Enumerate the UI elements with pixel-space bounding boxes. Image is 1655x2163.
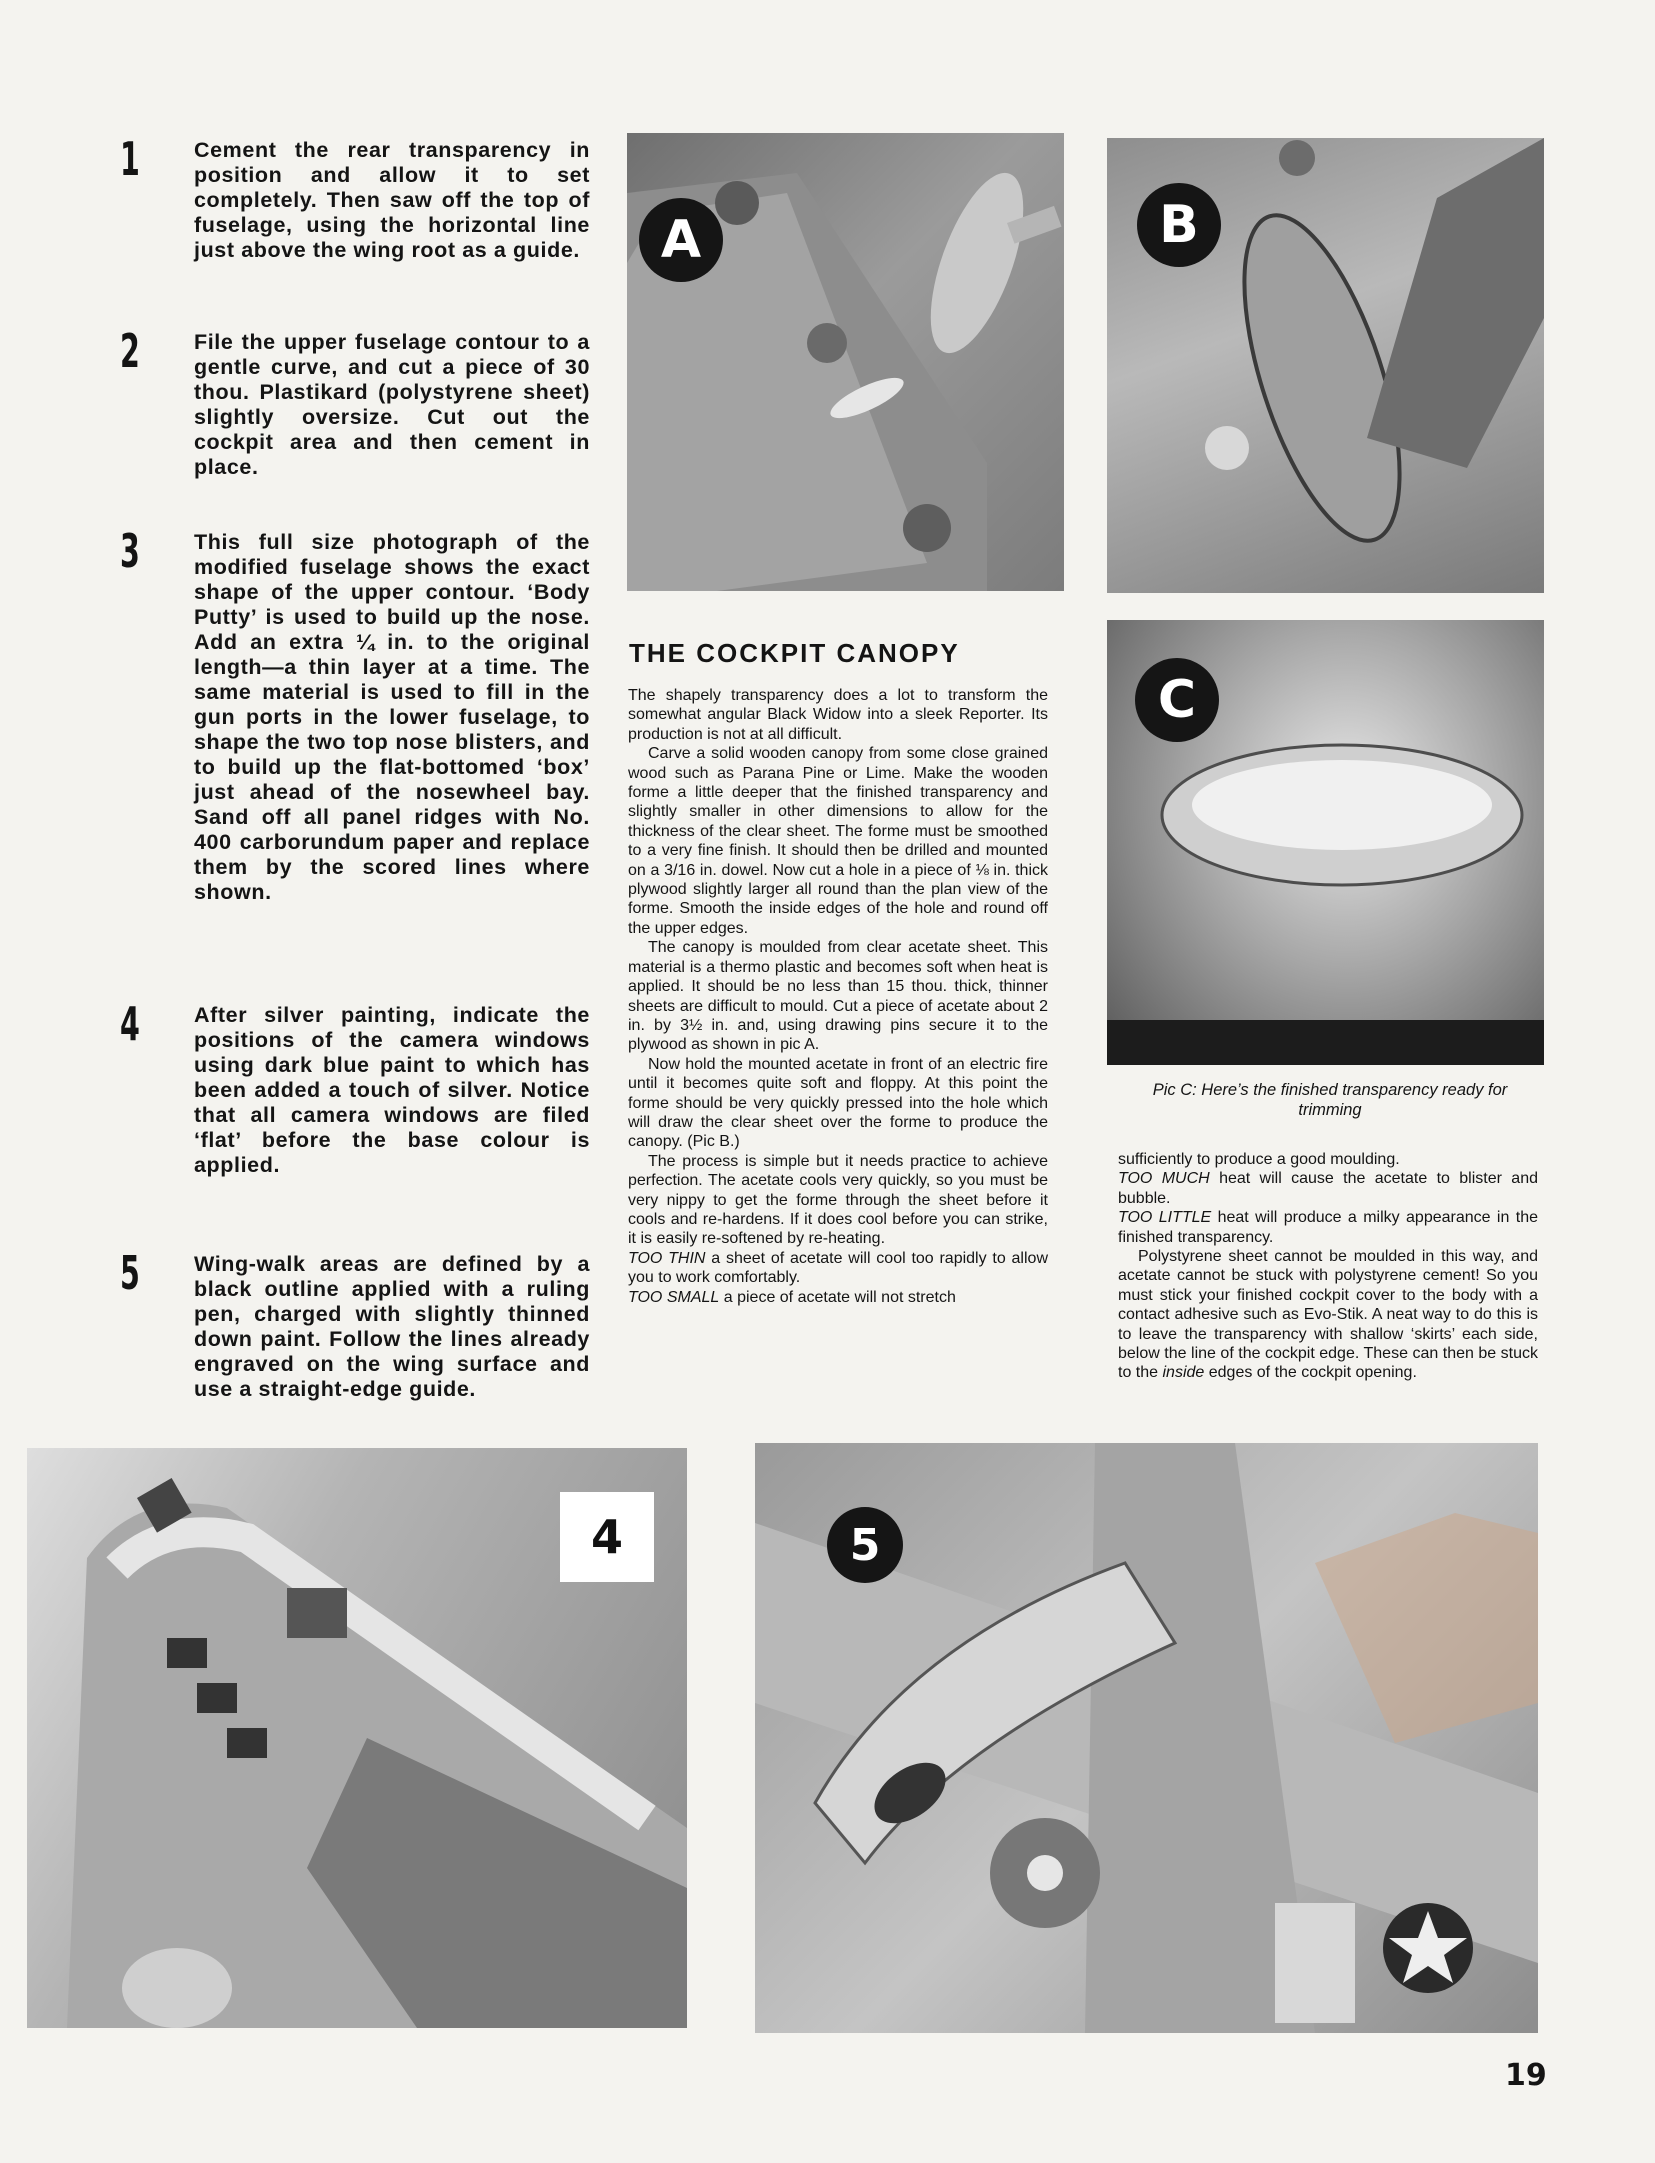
paragraph-too-little: [1118, 1208, 1538, 1247]
text: heat will produce a milky appearance in the finished transparency.: [1118, 1209, 1538, 1246]
step-number: 2: [120, 324, 140, 378]
emphasis: TOO SMALL: [628, 1288, 720, 1306]
photo-c: [1107, 620, 1544, 1065]
photo-4: [27, 1448, 687, 2028]
step-number: 4: [120, 997, 140, 1051]
text: a piece of acetate will not stretch: [719, 1288, 956, 1306]
badge-c: C: [1135, 658, 1219, 742]
paragraph-too-much: [1118, 1169, 1538, 1208]
step-text: This full size photograph of the modified fuselage shows the exact shape of the upper contour. ‘Body Putty’ is used to build up the nose. Add an extra ¼ in. to the original length—a thin layer at a time. The same material is used to fill in the gun ports in the lower fuselage, to shape the two top nose blisters, and to build up the flat-bottomed ‘box’ just ahead of the nosewheel bay. Sand off all panel ridges with No. 400 carborundum paper and replace them by the scored lines where shown.: [194, 530, 590, 904]
text: Polystyrene sheet cannot be moulded in this way, and acetate cannot be stuck with polystyrene cement! So you must stick your finished cockpit cover to the body with a contact adhesive such as Evo-Stik. A neat way to do this is to leave the transparency with shallow ‘skirts’ each side, below the line of the cockpit edge. These can then be stuck to the: [1118, 1248, 1538, 1382]
emphasis: TOO MUCH: [1118, 1170, 1210, 1188]
step-4: [120, 997, 590, 1178]
step-text: File the upper fuselage contour to a gentle curve, and cut a piece of 30 thou. Plastikard (polystyrene sheet) slightly oversize. Cut out the cockpit area and then cement in place.: [194, 330, 590, 479]
paragraph-too-small: [628, 1288, 1048, 1307]
emphasis: TOO THIN: [628, 1249, 706, 1267]
photo-a: [627, 133, 1064, 591]
paragraph: The process is simple but it needs practice to achieve perfection. The acetate cools very quickly, so you must be very nippy to get the forme through the sheet before it cools and re-hardens. If it does cool before you can strike, it is easily re-softened by re-heating.: [628, 1152, 1048, 1248]
step-5: [120, 1246, 590, 1402]
step-text: Wing-walk areas are defined by a black outline applied with a ruling pen, charged with slightly thinned down paint. Follow the lines already engraved on the wing surface and use a straight-edge guide.: [194, 1252, 590, 1401]
emphasis: inside: [1162, 1364, 1205, 1382]
page-number: 19: [1505, 2058, 1547, 2093]
text: a sheet of acetate will cool too rapidly to allow you to work comfortably.: [628, 1249, 1048, 1287]
paragraph: Carve a solid wooden canopy from some close grained wood such as Parana Pine or Lime. Make the wooden forme a little deeper that the finished transparency and slightly smaller in other dimensions to allow for the thickness of the clear sheet. The forme must be smoothed to a very fine finish. It should then be drilled and mounted on a 3/16 in. dowel. Now cut a hole in a piece of ⅛ in. thick plywood slightly larger all round than the plan view of the forme. Smooth the inside edges of the hole and round off the upper edges.: [628, 745, 1048, 937]
text: heat will cause the acetate to blister and bubble.: [1118, 1170, 1539, 1207]
badge-5: 5: [827, 1507, 903, 1583]
step-number: 5: [120, 1246, 140, 1300]
paragraph: Now hold the mounted acetate in front of an electric fire until it becomes quite soft and floppy. At this point the forme should be very quickly pressed into the hole which will draw the clear sheet over the forme to produce the canopy. (Pic B.): [628, 1055, 1048, 1151]
step-text: Cement the rear transparency in position and allow it to set completely. Then saw off the top of fuselage, using the horizontal line just above the wing root as a guide.: [194, 138, 590, 262]
step-1: [120, 132, 590, 263]
article-column-1: [628, 686, 1048, 1307]
step-number: 1: [120, 132, 140, 186]
paragraph: The canopy is moulded from clear acetate sheet. This material is a thermo plastic and becomes soft when heat is applied. It should be no less than 15 thou. thick, thinner sheets are difficult to mould. Cut a piece of acetate about 2 in. by 3½ in. and, using drawing pins secure it to the plywood as shown in pic A.: [628, 939, 1048, 1054]
paragraph: [1118, 1247, 1538, 1383]
step-text: After silver painting, indicate the positions of the camera windows using dark blue paint to which has been added a touch of silver. Notice that all camera windows are filed ‘flat’ before the base colour is applied.: [194, 1003, 590, 1177]
badge-b: B: [1137, 183, 1221, 267]
badge-4: 4: [560, 1492, 654, 1582]
text: edges of the cockpit opening.: [1204, 1364, 1417, 1382]
paragraph: The shapely transparency does a lot to transform the somewhat angular Black Widow into a sleek Reporter. Its production is not at all difficult.: [628, 687, 1048, 743]
emphasis: TOO LITTLE: [1118, 1209, 1212, 1227]
photo-5: [755, 1443, 1538, 2033]
article-column-2: [1118, 1150, 1538, 1383]
step-number: 3: [120, 524, 140, 578]
step-3: [120, 524, 590, 905]
step-2: [120, 324, 590, 480]
badge-a: A: [639, 198, 723, 282]
caption-pic-c: Pic C: Here’s the finished transparency ready for trimming: [1152, 1081, 1508, 1119]
paragraph-too-thin: [628, 1249, 1048, 1288]
paragraph: sufficiently to produce a good moulding.: [1118, 1151, 1400, 1168]
article-title: THE COCKPIT CANOPY: [629, 638, 960, 668]
photo-b: [1107, 138, 1544, 593]
